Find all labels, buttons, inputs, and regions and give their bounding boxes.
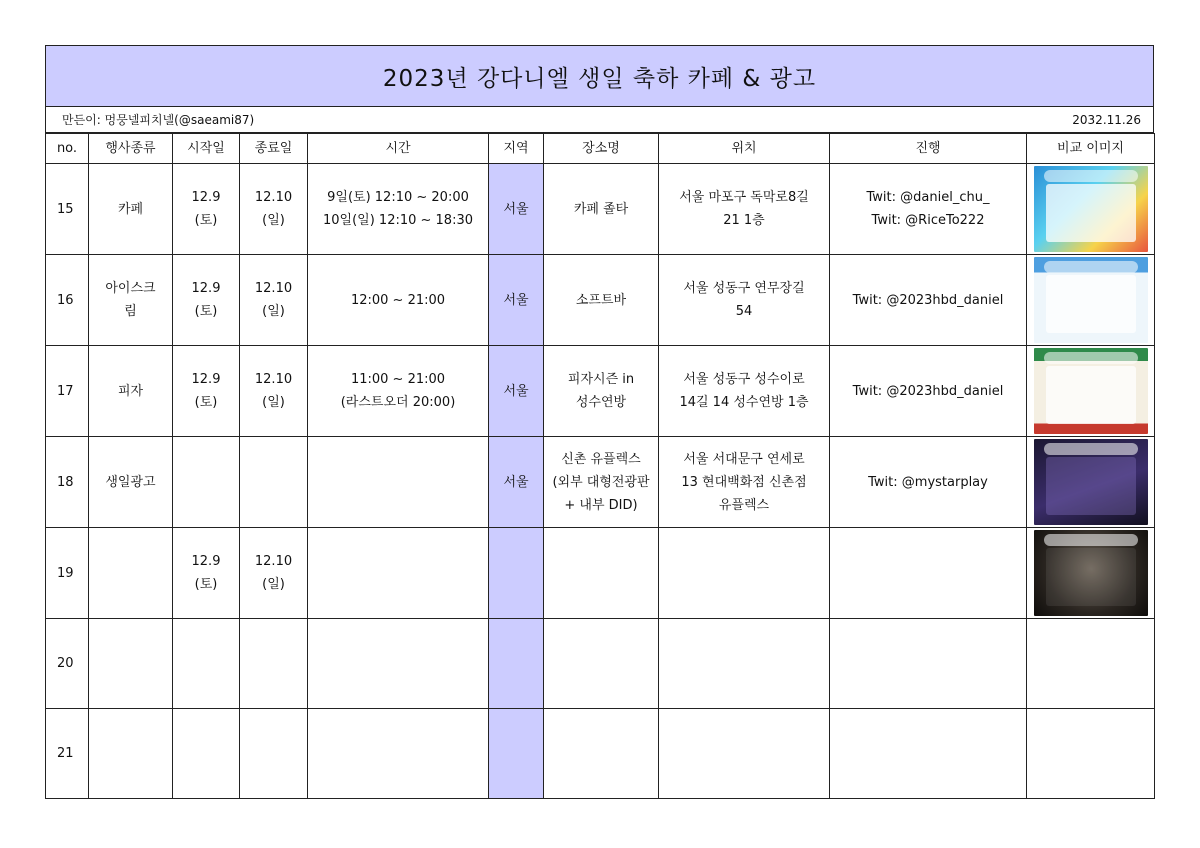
progress-cell [830, 709, 1027, 799]
start-date-cell [173, 437, 240, 528]
ad-poster-image[interactable] [1034, 439, 1148, 525]
compare-image-cell [1027, 437, 1155, 528]
portrait-poster-image[interactable] [1034, 530, 1148, 616]
header-time: 시간 [308, 134, 489, 164]
header-event-type: 행사종류 [89, 134, 173, 164]
poster-header-band [1044, 443, 1138, 455]
start-date-cell [173, 164, 240, 255]
table-body [46, 164, 1155, 799]
place-name-cell-line: 피자시즌 in [567, 372, 635, 387]
sheet-date: 2032.11.26 [1072, 112, 1141, 127]
end-date-cell [240, 346, 308, 437]
table-header-row [46, 134, 1155, 164]
region-cell [489, 528, 544, 619]
time-cell-line: 11:00 ~ 21:00 [350, 372, 446, 387]
row-number: 21 [46, 709, 89, 799]
poster-content-panel [1046, 184, 1136, 242]
table-row [46, 619, 1155, 709]
place-name-cell [544, 346, 659, 437]
region-cell: 서울 [489, 437, 544, 528]
end-date-cell-line: 12.10 [254, 190, 293, 205]
header-place-name: 장소명 [544, 134, 659, 164]
progress-cell-line: Twit: @RiceTo222 [871, 213, 985, 228]
cafe-poster-image[interactable] [1034, 166, 1148, 252]
start-date-cell-line: (토) [194, 395, 218, 410]
time-cell-line: 12:00 ~ 21:00 [350, 292, 446, 308]
compare-image-cell [1027, 709, 1155, 799]
header-location: 위치 [659, 134, 830, 164]
event-type-cell [89, 619, 173, 709]
progress-cell [830, 619, 1027, 709]
region-cell: 서울 [489, 346, 544, 437]
row-number: 19 [46, 528, 89, 619]
poster-content-panel [1046, 457, 1136, 515]
row-number: 15 [46, 164, 89, 255]
header-start-date: 시작일 [173, 134, 240, 164]
progress-cell [830, 255, 1027, 346]
location-cell-line: 서울 성동구 연무장길 [683, 281, 805, 296]
location-cell-line: 유플렉스 [718, 497, 770, 513]
event-type-cell-line: 카페 [117, 201, 144, 217]
header-compare-image: 비교 이미지 [1027, 134, 1155, 164]
place-name-cell-line: 카페 졸타 [573, 201, 629, 217]
end-date-cell [240, 437, 308, 528]
end-date-cell [240, 164, 308, 255]
event-type-cell [89, 346, 173, 437]
start-date-cell [173, 528, 240, 619]
table-row [46, 528, 1155, 619]
progress-cell [830, 528, 1027, 619]
table-row [46, 164, 1155, 255]
compare-image-cell [1027, 346, 1155, 437]
progress-cell-line: Twit: @mystarplay [868, 474, 988, 490]
compare-image-cell [1027, 255, 1155, 346]
progress-cell-line: Twit: @2023hbd_daniel [852, 292, 1004, 308]
poster-header-band [1044, 170, 1138, 182]
place-name-cell [544, 709, 659, 799]
header-no: no. [46, 134, 89, 164]
poster-header-band [1044, 534, 1138, 546]
start-date-cell [173, 255, 240, 346]
compare-image-cell [1027, 619, 1155, 709]
header-progress: 진행 [830, 134, 1027, 164]
start-date-cell-line: (토) [194, 577, 218, 592]
end-date-cell [240, 709, 308, 799]
event-type-cell [89, 164, 173, 255]
start-date-cell [173, 619, 240, 709]
compare-image-cell [1027, 164, 1155, 255]
end-date-cell [240, 619, 308, 709]
end-date-cell [240, 528, 308, 619]
event-table [45, 133, 1155, 799]
poster-content-panel [1046, 366, 1136, 424]
schedule-sheet [45, 45, 1154, 799]
meta-bar [45, 107, 1154, 133]
table-row [46, 437, 1155, 528]
end-date-cell-line: (일) [262, 577, 285, 592]
location-cell-line: 13 현대백화점 신촌점 [681, 474, 807, 490]
progress-cell [830, 164, 1027, 255]
location-cell [659, 437, 830, 528]
end-date-cell [240, 255, 308, 346]
start-date-cell-line: (토) [194, 213, 218, 228]
region-cell: 서울 [489, 255, 544, 346]
place-name-cell-line: 성수연방 [575, 395, 627, 410]
row-number: 16 [46, 255, 89, 346]
time-cell [308, 437, 489, 528]
end-date-cell-line: (일) [262, 395, 285, 410]
location-cell [659, 619, 830, 709]
event-type-cell [89, 255, 173, 346]
progress-cell [830, 437, 1027, 528]
end-date-cell-line: 12.10 [254, 372, 293, 387]
time-cell [308, 164, 489, 255]
compare-image-cell [1027, 528, 1155, 619]
location-cell [659, 528, 830, 619]
place-name-cell-line: (외부 대형전광판 [552, 474, 650, 490]
table-row [46, 346, 1155, 437]
start-date-cell-line: (토) [194, 304, 218, 319]
table-row [46, 709, 1155, 799]
header-end-date: 종료일 [240, 134, 308, 164]
table-row [46, 255, 1155, 346]
location-cell-line: 54 [735, 304, 753, 319]
location-cell-line: 서울 마포구 독막로8길 [679, 190, 809, 205]
place-name-cell-line: 신촌 유플렉스 [561, 451, 641, 467]
poster-content-panel [1046, 548, 1136, 606]
time-cell-line: 9일(토) 12:10 ~ 20:00 [327, 190, 469, 205]
region-cell [489, 619, 544, 709]
event-type-cell [89, 437, 173, 528]
location-cell [659, 709, 830, 799]
end-date-cell-line: (일) [262, 213, 285, 228]
poster-content-panel [1046, 275, 1136, 333]
time-cell [308, 528, 489, 619]
location-cell-line: 21 1층 [723, 213, 765, 228]
maker-credit: 만든이: 멍뭉넬피치넬(@saeami87) [62, 113, 255, 127]
time-cell-line: 10일(일) 12:10 ~ 18:30 [322, 213, 474, 228]
end-date-cell-line: (일) [262, 304, 285, 319]
sheet-title: 2023년 강다니엘 생일 축하 카페 & 광고 [45, 45, 1154, 107]
event-type-cell-line: 생일광고 [105, 474, 156, 490]
event-type-cell [89, 709, 173, 799]
poster-header-band [1044, 261, 1138, 273]
header-region: 지역 [489, 134, 544, 164]
place-name-cell [544, 164, 659, 255]
poster-header-band [1044, 352, 1138, 364]
time-cell [308, 346, 489, 437]
pizza-poster-image[interactable] [1034, 348, 1148, 434]
location-cell [659, 346, 830, 437]
start-date-cell-line: 12.9 [191, 281, 221, 296]
event-type-cell-line: 림 [124, 304, 137, 319]
progress-cell [830, 346, 1027, 437]
softbar-poster-image[interactable] [1034, 257, 1148, 343]
location-cell [659, 164, 830, 255]
event-type-cell-line: 아이스크 [105, 281, 156, 296]
event-type-cell-line: 피자 [117, 383, 144, 399]
place-name-cell [544, 255, 659, 346]
place-name-cell [544, 619, 659, 709]
progress-cell-line: Twit: @daniel_chu_ [866, 190, 990, 205]
start-date-cell-line: 12.9 [191, 554, 221, 569]
place-name-cell-line: + 내부 DID) [564, 497, 638, 513]
row-number: 18 [46, 437, 89, 528]
event-type-cell [89, 528, 173, 619]
start-date-cell [173, 346, 240, 437]
end-date-cell-line: 12.10 [254, 554, 293, 569]
place-name-cell [544, 437, 659, 528]
location-cell [659, 255, 830, 346]
end-date-cell-line: 12.10 [254, 281, 293, 296]
start-date-cell [173, 709, 240, 799]
location-cell-line: 14길 14 성수연방 1층 [679, 395, 809, 410]
time-cell [308, 619, 489, 709]
place-name-cell-line: 소프트바 [575, 292, 627, 308]
location-cell-line: 서울 서대문구 연세로 [683, 451, 805, 467]
row-number: 17 [46, 346, 89, 437]
region-cell [489, 709, 544, 799]
location-cell-line: 서울 성동구 성수이로 [683, 372, 805, 387]
time-cell-line: (라스트오더 20:00) [340, 395, 456, 410]
row-number: 20 [46, 619, 89, 709]
place-name-cell [544, 528, 659, 619]
progress-cell-line: Twit: @2023hbd_daniel [852, 383, 1004, 399]
time-cell [308, 255, 489, 346]
region-cell: 서울 [489, 164, 544, 255]
start-date-cell-line: 12.9 [191, 372, 221, 387]
time-cell [308, 709, 489, 799]
start-date-cell-line: 12.9 [191, 190, 221, 205]
